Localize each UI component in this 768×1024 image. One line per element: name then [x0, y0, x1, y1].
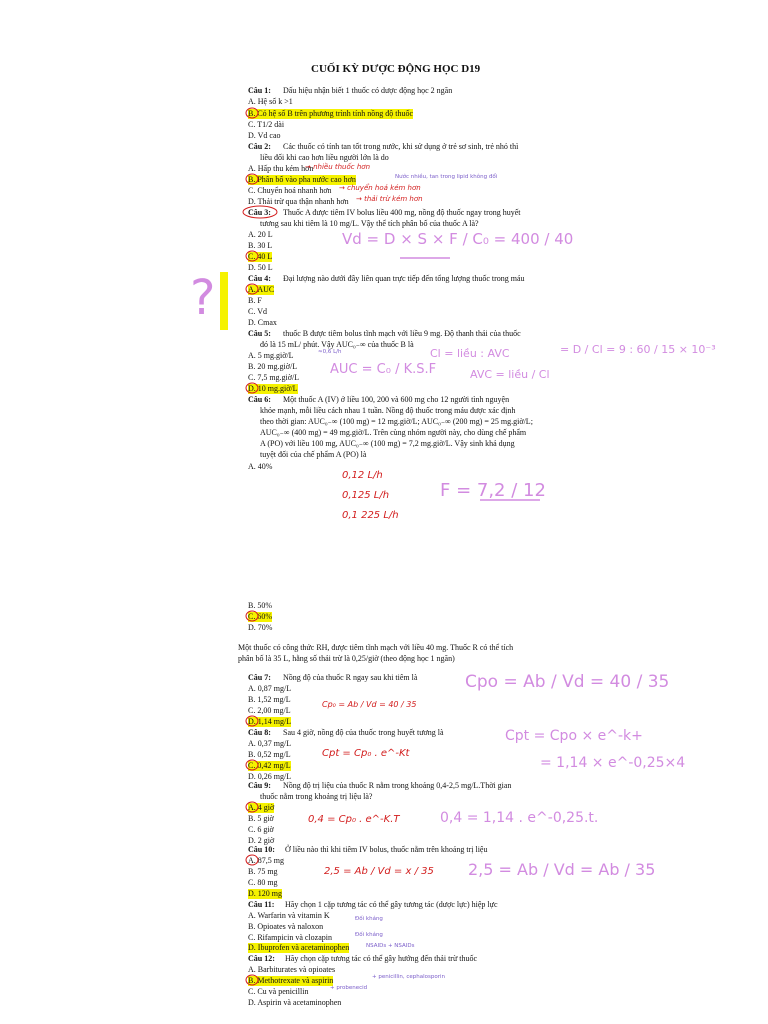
question-7-text: Nồng độ của thuốc R ngay sau khi tiêm là [283, 673, 418, 682]
q1-option-c: C. T1/2 dài [248, 120, 285, 129]
question-12-text: Hãy chọn cặp tương tác có thể gây hướng đến thải trừ thuốc [285, 954, 478, 963]
q11-option-c: C. Rifampicin và clozapin [248, 933, 332, 942]
question-6-text-6: tuyệt đối của chế phẩm A (PO) là [260, 450, 367, 459]
question-11-label: Câu 11: [248, 900, 275, 909]
annotation-q11-a: Đối kháng [355, 916, 383, 922]
q5-option-a: A. 5 mg.giờ/L [248, 351, 294, 360]
q7-option-a: A. 0,87 mg/L [248, 684, 292, 693]
circle-q5-d [246, 383, 258, 393]
question-9-text: Nồng độ trị liệu của thuốc R nằm trong khoảng 0,4-2,5 mg/L.Thời gian [283, 781, 512, 790]
q5-option-b: B. 20 mg.giờ/L [248, 362, 298, 371]
q11-option-d: D. Ibuprofen và acetaminophen [248, 943, 350, 952]
page-title: CUỐI KỲ DƯỢC ĐỘNG HỌC D19 [311, 63, 481, 75]
question-2-label: Câu 2: [248, 142, 271, 151]
question-5-label: Câu 5: [248, 329, 271, 338]
circle-q9-a [246, 802, 258, 812]
question-4-label: Câu 4: [248, 274, 271, 283]
annotation-q12-b: + penicillin, cephalosporin [372, 974, 446, 980]
q3-option-d: D. 50 L [248, 263, 273, 272]
q11-option-b: B. Opioates và naloxon [248, 922, 324, 931]
question-6-text-1: Một thuốc A (IV) ở liều 100, 200 và 600 mg cho 12 người tình nguyện [283, 395, 510, 404]
question-6-text-5: A (PO) với liều 100 mg, AUC₀₋∞ (100 mg) = 7,2 mg.giờ/L. Vậy sinh khả dụng [260, 439, 515, 448]
question-2-text-cont: liều đối khi cao hơn liều người lớn là do [260, 153, 389, 162]
circle-q4-a [246, 284, 258, 294]
question-6-text-3: theo thời gian: AUC₀₋∞ (100 mg) = 12 mg.giờ/L; AUC₀₋∞ (200 mg) = 25 mg.giờ/L; [260, 417, 533, 426]
question-8-label: Câu 8: [248, 728, 271, 737]
q6-option-a: A. 40% [248, 462, 273, 471]
case-intro-2: phân bố là 35 L, hằng số thải trừ là 0,25/giờ (theo động học 1 ngăn) [238, 654, 455, 663]
formula-calc: = D / Cl = 9 : 60 / 15 × 10⁻³ [560, 343, 716, 356]
q3-option-b: B. 30 L [248, 241, 273, 250]
formula-cpt: Cpt = Cpo × e^-k+ [505, 728, 643, 744]
question-2-text: Các thuốc có tính tan tốt trong nước, khi sử dụng ở trẻ sơ sinh, trẻ nhỏ thì [283, 142, 519, 151]
q12-option-b: B. Methotrexate và aspirin [248, 976, 334, 985]
handwritten-q6-2: 0,125 L/h [342, 490, 390, 501]
q6-option-c: C. 60% [248, 612, 272, 621]
formula-auc: AUC = C₀ / K.S.F [330, 362, 437, 377]
circle-q3-label [243, 206, 277, 218]
question-mark-large: ? [190, 270, 216, 326]
q10-option-b: B. 75 mg [248, 867, 278, 876]
q2-option-c: C. Chuyển hoá nhanh hơn [248, 186, 332, 195]
q9-option-c: C. 6 giờ [248, 825, 274, 834]
question-10-text: Ở liều nào thì khi tiêm IV bolus, thuốc nằm trên khoảng trị liệu [285, 845, 488, 854]
q6-option-d: D. 70% [248, 623, 273, 632]
q8-option-c: C. 0,42 mg/L [248, 761, 291, 770]
circle-q10-a [246, 855, 258, 865]
formula-cl: Cl = liều : AVC [430, 347, 510, 360]
formula-cpo: Cpo = Ab / Vd = 40 / 35 [465, 672, 670, 692]
q2-option-b: B. Phân bố vào pha nước cao hơn [248, 175, 356, 184]
q7-option-d: D. 1,14 mg/L [248, 717, 292, 726]
q5-option-d: D. 10 mg.giờ/L [248, 384, 298, 393]
handwritten-q6-3: 0,1 225 L/h [342, 510, 399, 521]
formula-cpt-value: = 1,14 × e^-0,25×4 [540, 755, 686, 771]
formula-q7-small: Cp₀ = Ab / Vd = 40 / 35 [322, 700, 417, 709]
formula-q9-small: 0,4 = Cp₀ . e^-K.T [308, 814, 400, 825]
q10-option-a: A. 87,5 mg [248, 856, 284, 865]
q2-option-d: D. Thải trừ qua thận nhanh hơn [248, 197, 349, 206]
q2-option-a: A. Hấp thu kém hơn [248, 164, 314, 173]
formula-dose: 2,5 = Ab / Vd = Ab / 35 [468, 860, 656, 879]
formula-time: 0,4 = 1,14 . e^-0,25.t. [440, 810, 599, 826]
circle-q3-c [246, 251, 258, 261]
q8-option-a: A. 0,37 mg/L [248, 739, 292, 748]
q12-option-a: A. Barbiturates và opioates [248, 965, 336, 974]
question-3-label: Câu 3: [248, 208, 271, 217]
annotation-q11-c: Đối kháng [355, 932, 383, 938]
q9-option-d: D. 2 giờ [248, 836, 275, 845]
q7-option-c: C. 2,00 mg/L [248, 706, 291, 715]
question-3-text-cont: tương sau khi tiêm là 10 mg/L. Vậy thể tích phân bố của thuốc A là? [260, 219, 479, 228]
q3-option-a: A. 20 L [248, 230, 273, 239]
question-12-label: Câu 12: [248, 954, 275, 963]
q4-option-c: C. Vd [248, 307, 267, 316]
q9-option-b: B. 5 giờ [248, 814, 274, 823]
q5-option-c: C. 7,5 mg.giờ/L [248, 373, 300, 382]
handwritten-q2-a: → nhiều thuốc hơn [305, 163, 371, 171]
circle-q1-b [246, 108, 258, 118]
circle-q7-d [246, 716, 258, 726]
q12-option-d: D. Aspirin và acetaminophen [248, 998, 342, 1007]
q4-option-a: A. AUC [248, 285, 275, 294]
formula-q10-small: 2,5 = Ab / Vd = x / 35 [324, 866, 434, 877]
annotation-q2: Nước nhiều, tan trong lipid không đổi [395, 174, 498, 180]
q10-option-c: C. 80 mg [248, 878, 278, 887]
circle-q12-b [246, 975, 258, 985]
q10-option-d: D. 120 mg [248, 889, 282, 898]
q1-option-a: A. Hệ số k >1 [248, 97, 293, 106]
question-8-text: Sau 4 giờ, nồng độ của thuốc trong huyết tương là [283, 728, 444, 737]
q1-option-d: D. Vd cao [248, 131, 281, 140]
question-6-text-2: khỏe mạnh, mỗi liều cách nhau 1 tuần. Nồng độ thuốc trong máu được xác định [260, 406, 516, 415]
annotation-q11-d: NSAIDs + NSAIDs [366, 943, 415, 949]
question-9-text-cont: thuốc nằm trong khoảng trị liệu là? [260, 792, 373, 801]
question-7-label: Câu 7: [248, 673, 271, 682]
q3-option-c: C. 40 L [248, 252, 273, 261]
case-intro-1: Một thuốc có công thức RH, được tiêm tĩnh mạch với liều 40 mg. Thuốc R có thể tích [238, 643, 514, 652]
handwritten-q6-1: 0,12 L/h [342, 470, 383, 481]
question-5-text-cont: đó là 15 mL/ phút. Vậy AUC₀₋∞ của thuốc B là [260, 340, 414, 349]
annotation-q5: ≈0,6 L/h [318, 349, 342, 355]
question-1-text: Dấu hiệu nhận biết 1 thuốc có dược động học 2 ngăn [283, 86, 453, 95]
q12-option-c: C. Cu và penicillin [248, 987, 309, 996]
q1-option-b: B. Có hệ số B trên phương trình tính nồng độ thuốc [248, 109, 414, 118]
q7-option-b: B. 1,52 mg/L [248, 695, 291, 704]
q9-option-a: A. 4 giờ [248, 803, 275, 812]
q11-option-a: A. Warfarin và vitamin K [248, 911, 330, 920]
question-1-label: Câu 1: [248, 86, 271, 95]
circle-q2-b [246, 174, 258, 184]
question-6-text-4: AUC₀₋∞ (400 mg) = 49 mg.giờ/L. Trên cùng nhóm người này, cho dùng chế phẩm [260, 428, 527, 437]
formula-q8-small: Cpt = Cp₀ . e^-Kt [322, 748, 410, 759]
formula-f: F = 7,2 / 12 [440, 480, 546, 501]
circle-q8-c [246, 760, 258, 770]
annotation-q12-c: + probenecid [330, 985, 368, 991]
question-6-label: Câu 6: [248, 395, 271, 404]
question-9-label: Câu 9: [248, 781, 271, 790]
q8-option-d: D. 0,26 mg/L [248, 772, 292, 781]
yellow-marker-bar [220, 272, 228, 330]
question-10-label: Câu 10: [248, 845, 275, 854]
question-5-text: thuốc B được tiêm bolus tĩnh mạch với liều 9 mg. Độ thanh thải của thuốc [283, 329, 521, 338]
formula-vd: Vd = D × S × F / C₀ = 400 / 40 [342, 230, 574, 248]
question-4-text: Đại lượng nào dưới đây liên quan trực tiếp đến tổng lượng thuốc trong máu [283, 274, 525, 283]
formula-avc: AVC = liều / Cl [470, 368, 550, 381]
handwritten-q2-c: → chuyển hoá kém hơn [339, 184, 421, 192]
question-3-text: Thuốc A được tiêm IV bolus liều 400 mg, nồng độ thuốc ngay trong huyết [283, 208, 521, 217]
circle-q6-c [246, 611, 258, 621]
q4-option-d: D. Cmax [248, 318, 277, 327]
question-11-text: Hãy chọn 1 cặp tương tác có thể gây tương tác (dược lực) hiệp lực [285, 900, 498, 909]
q4-option-b: B. F [248, 296, 262, 305]
q8-option-b: B. 0,52 mg/L [248, 750, 291, 759]
q6-option-b: B. 50% [248, 601, 272, 610]
handwritten-q2-d: → thải trừ kém hơn [356, 195, 423, 203]
